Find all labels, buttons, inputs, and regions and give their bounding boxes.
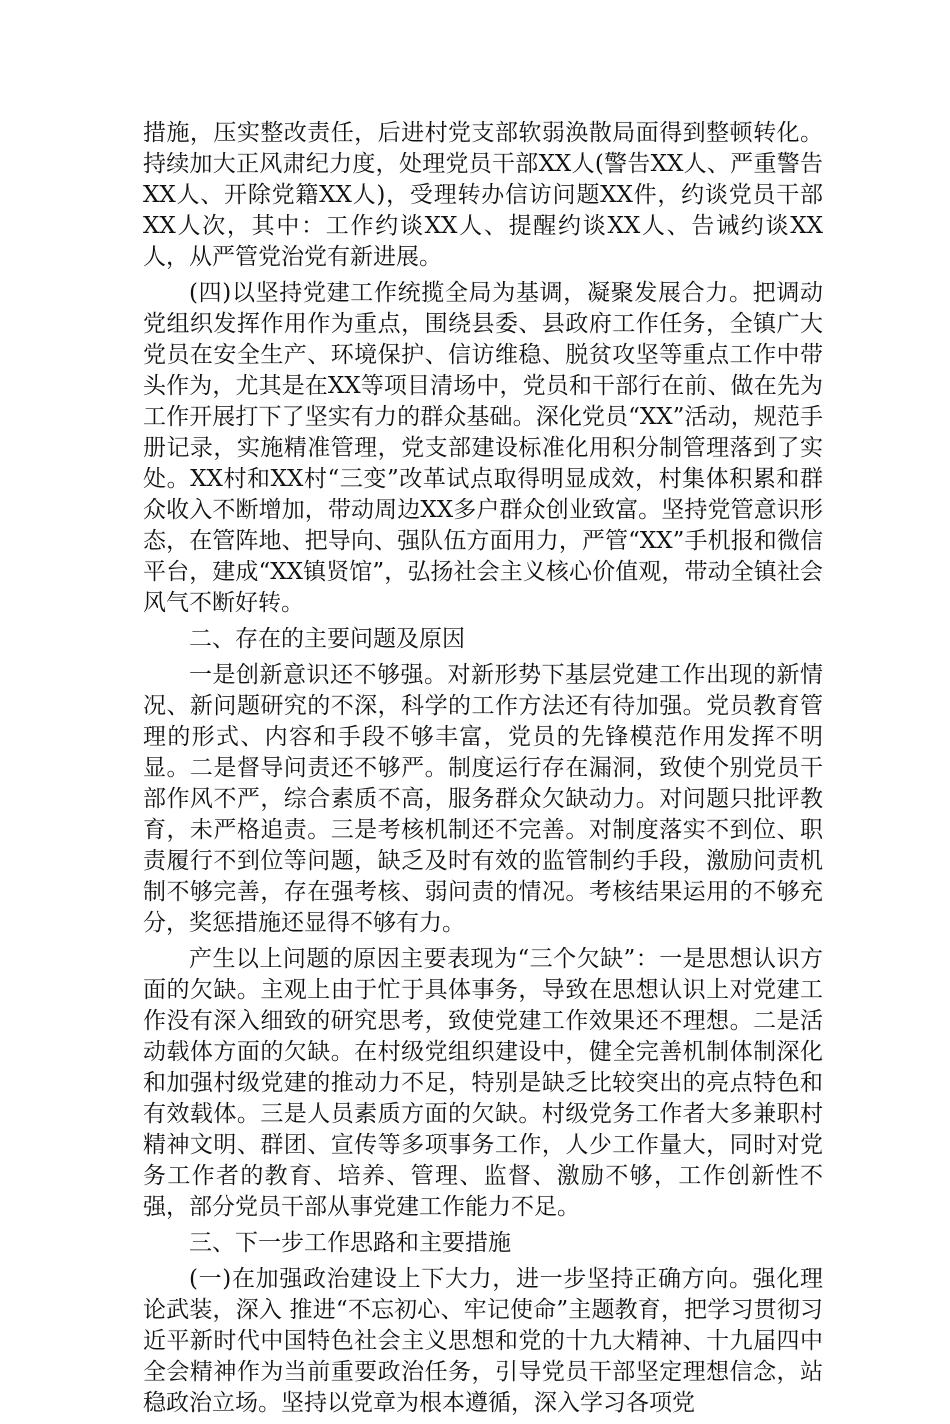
paragraph-section-four: (四)以坚持党建工作统揽全局为基调，凝聚发展合力。把调动党组织发挥作用作为重点，围绕县委、县政府工作任务，全镇广大党员在安全生产、环境保护、信访维稳、脱贫攻坚等重点工作中带头作为，尤其是在XX等项目清场中，党员和干部行在前、做在先为工作开展打下了坚实有力的群众基础。深化党员“XX”活动，规范手册记录，实施精准管理，党支部建设标准化用积分制管理落到了实处。XX村和XX村“三变”改革试点取得明显成效，村集体积累和群众收入不断增加，带动周边XX多户群众创业致富。坚持党管意识形态，在管阵地、把导向、强队伍方面用力，严管“XX”手机报和微信平台，建成“XX镇贤馆”，弘扬社会主义核心价值观，带动全镇社会风气不断好转。 (143, 280, 823, 616)
paragraph-causes: 产生以上问题的原因主要表现为“三个欠缺”：一是思想认识方面的欠缺。主观上由于忙于具体事务，导致在思想认识上对党建工作没有深入细致的研究思考，致使党建工作效果还不理想。二是活动载体方面的欠缺。在村级党组织建设中，健全完善机制体制深化和加强村级党建的推动力不足，特别是缺乏比较突出的亮点特色和有效载体。三是人员素质方面的欠缺。村级党务工作者大多兼职村精神文明、群团、宣传等多项事务工作，人少工作量大，同时对党务工作者的教育、培养、管理、监督、激励不够，工作创新性不强，部分党员干部从事党建工作能力不足。 (143, 946, 823, 1220)
paragraph-continuation: 措施，压实整改责任，后进村党支部软弱涣散局面得到整顿转化。持续加大正风肃纪力度，处理党员干部XX人(警告XX人、严重警告XX人、开除党籍XX人)，受理转办信访问题XX件，约谈党员干部XX人次，其中：工作约谈XX人、提醒约谈XX人、告诫约谈XX人，从严管党治党有新进展。 (143, 120, 823, 270)
section-heading-problems: 二、存在的主要问题及原因 (189, 626, 465, 652)
document-page (143, 118, 823, 1424)
paragraph-problems: 一是创新意识还不够强。对新形势下基层党建工作出现的新情况、新问题研究的不深，科学的工作方法还有待加强。党员教育管理的形式、内容和手段不够丰富，党员的先锋模范作用发挥不明显。二是督导问责还不够严。制度运行存在漏洞，致使个别党员干部作风不严，综合素质不高，服务群众欠缺动力。对问题只批评教育，未严格追责。三是考核机制还不完善。对制度落实不到位、职责履行不到位等问题，缺乏及时有效的监管制约手段，激励问责机制不够完善，存在强考核、弱问责的情况。考核结果运用的不够充分，奖惩措施还显得不够有力。 (143, 662, 823, 936)
paragraph-measure-one: (一)在加强政治建设上下大力，进一步坚持正确方向。强化理论武装，深入 推进“不忘初心、牢记使命”主题教育，把学习贯彻习近平新时代中国特色社会主义思想和党的十九大精神、十九届四中全会精神作为当前重要政治任务，引导党员干部坚定理想信念，站稳政治立场。坚持以党章为根本遵循，深入学习各项党 (143, 1266, 823, 1416)
section-heading-next-steps: 三、下一步工作思路和主要措施 (189, 1230, 511, 1256)
